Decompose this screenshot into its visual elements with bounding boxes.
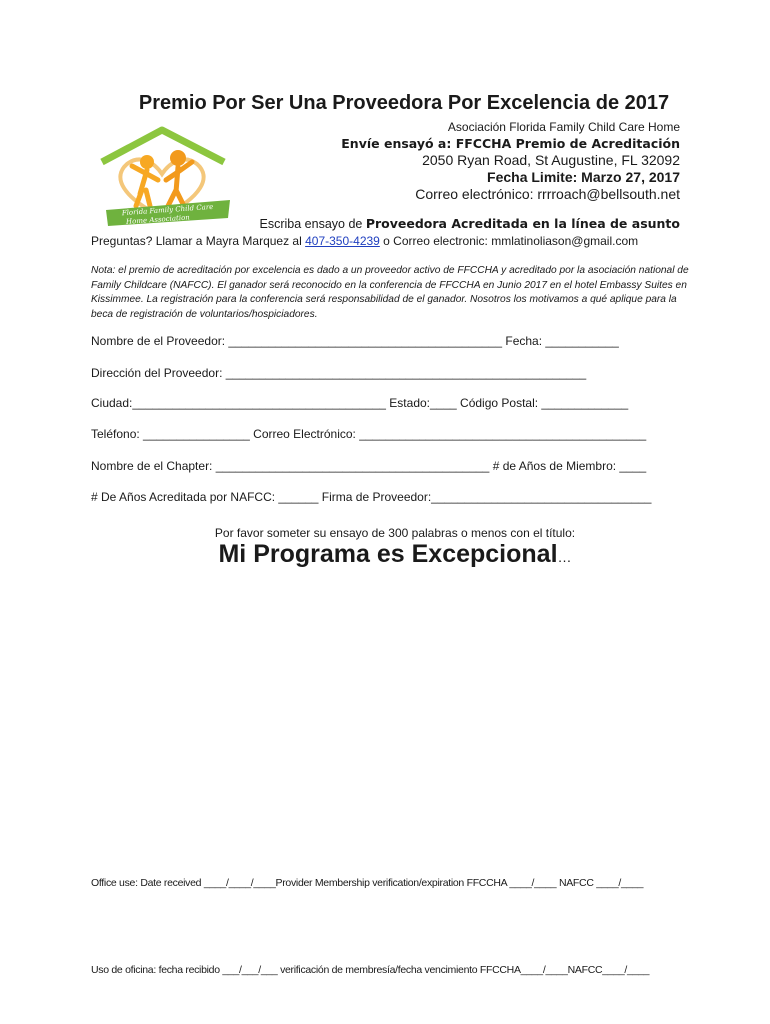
send-to-line: Envíe ensayó a: FFCCHA Premio de Acreditación — [341, 136, 680, 151]
provider-address-field[interactable]: Dirección del Proveedor: ______________________________________________________ — [91, 366, 587, 380]
office-use-english: Office use: Date received ____/____/____Provider Membership verification/expiration FFCCHA ____/____ NAFCC ____/____ — [91, 877, 644, 889]
questions-line — [91, 234, 638, 248]
subject-prefix: Escriba ensayo de — [259, 217, 366, 231]
phone-email-field[interactable]: Teléfono: ________________ Correo Electrónico: ___________________________________________ — [91, 427, 647, 441]
provider-name-date-field[interactable]: Nombre de el Proveedor: _________________________________________ Fecha: ___________ — [91, 334, 619, 348]
chapter-years-field[interactable]: Nombre de el Chapter: _________________________________________ # de Años de Miembro: ____ — [91, 459, 647, 473]
mailing-address: 2050 Ryan Road, St Augustine, FL 32092 — [422, 152, 680, 168]
questions-prefix: Preguntas? Llamar a Mayra Marquez al — [91, 234, 306, 248]
child-left-body — [132, 166, 158, 206]
child-right-head — [170, 150, 186, 166]
essay-title-text: Mi Programa es Excepcional — [218, 540, 558, 568]
note-paragraph: Nota: el premio de acreditación por excelencia es dado a un proveedor activo de FFCCHA y acreditado por la asociación national de Family Childcare (NAFCC). El ganador será reconocido en la conferencia de FFCCHA en Junio 2017 en el hotel Embassy Suites en Kissimmee. La registración para la conferencia será responsabilidad de el ganador. Nosotros los motivamos a qué aplique para la beca de registración de voluntarios/hospiciadores. — [91, 265, 689, 320]
nafcc-years-signature-field[interactable]: # De Años Acreditada por NAFCC: ______ Firma de Proveedor:_________________________________ — [91, 490, 652, 504]
phone-link[interactable]: 407-350-4239 — [305, 234, 380, 248]
page-title: Premio Por Ser Una Proveedora Por Excelencia de 2017 — [138, 92, 670, 114]
questions-suffix: o Correo electronic: mmlatinoliason@gmail.com — [379, 234, 639, 248]
roof-shape — [102, 130, 224, 162]
essay-title-ellipsis: … — [557, 549, 572, 565]
essay-title — [0, 540, 770, 569]
essay-prompt: Por favor someter su ensayo de 300 palabras o menos con el título: — [214, 526, 576, 540]
subject-line-instruction — [260, 216, 680, 231]
contact-email: Correo electrónico: rrrroach@bellsouth.net — [415, 186, 680, 202]
child-left-head — [140, 155, 154, 169]
organization-name: Asociación Florida Family Child Care Home — [447, 120, 680, 134]
deadline: Fecha Limite: Marzo 27, 2017 — [487, 169, 680, 185]
office-use-spanish: Uso de oficina: fecha recibido ___/___/___ verificación de membresía/fecha vencimiento FFCCHA____/____NAFCC____/____ — [91, 964, 650, 976]
ffccha-logo — [92, 122, 240, 232]
logo-text-line1: Florida Family Child Care — [121, 202, 214, 218]
subject-bold: Proveedora Acreditada en la línea de asunto — [365, 216, 680, 231]
city-state-zip-field[interactable]: Ciudad:______________________________________ Estado:____ Código Postal: _____________ — [91, 396, 629, 410]
logo-text-line2: Home Association — [125, 213, 191, 226]
